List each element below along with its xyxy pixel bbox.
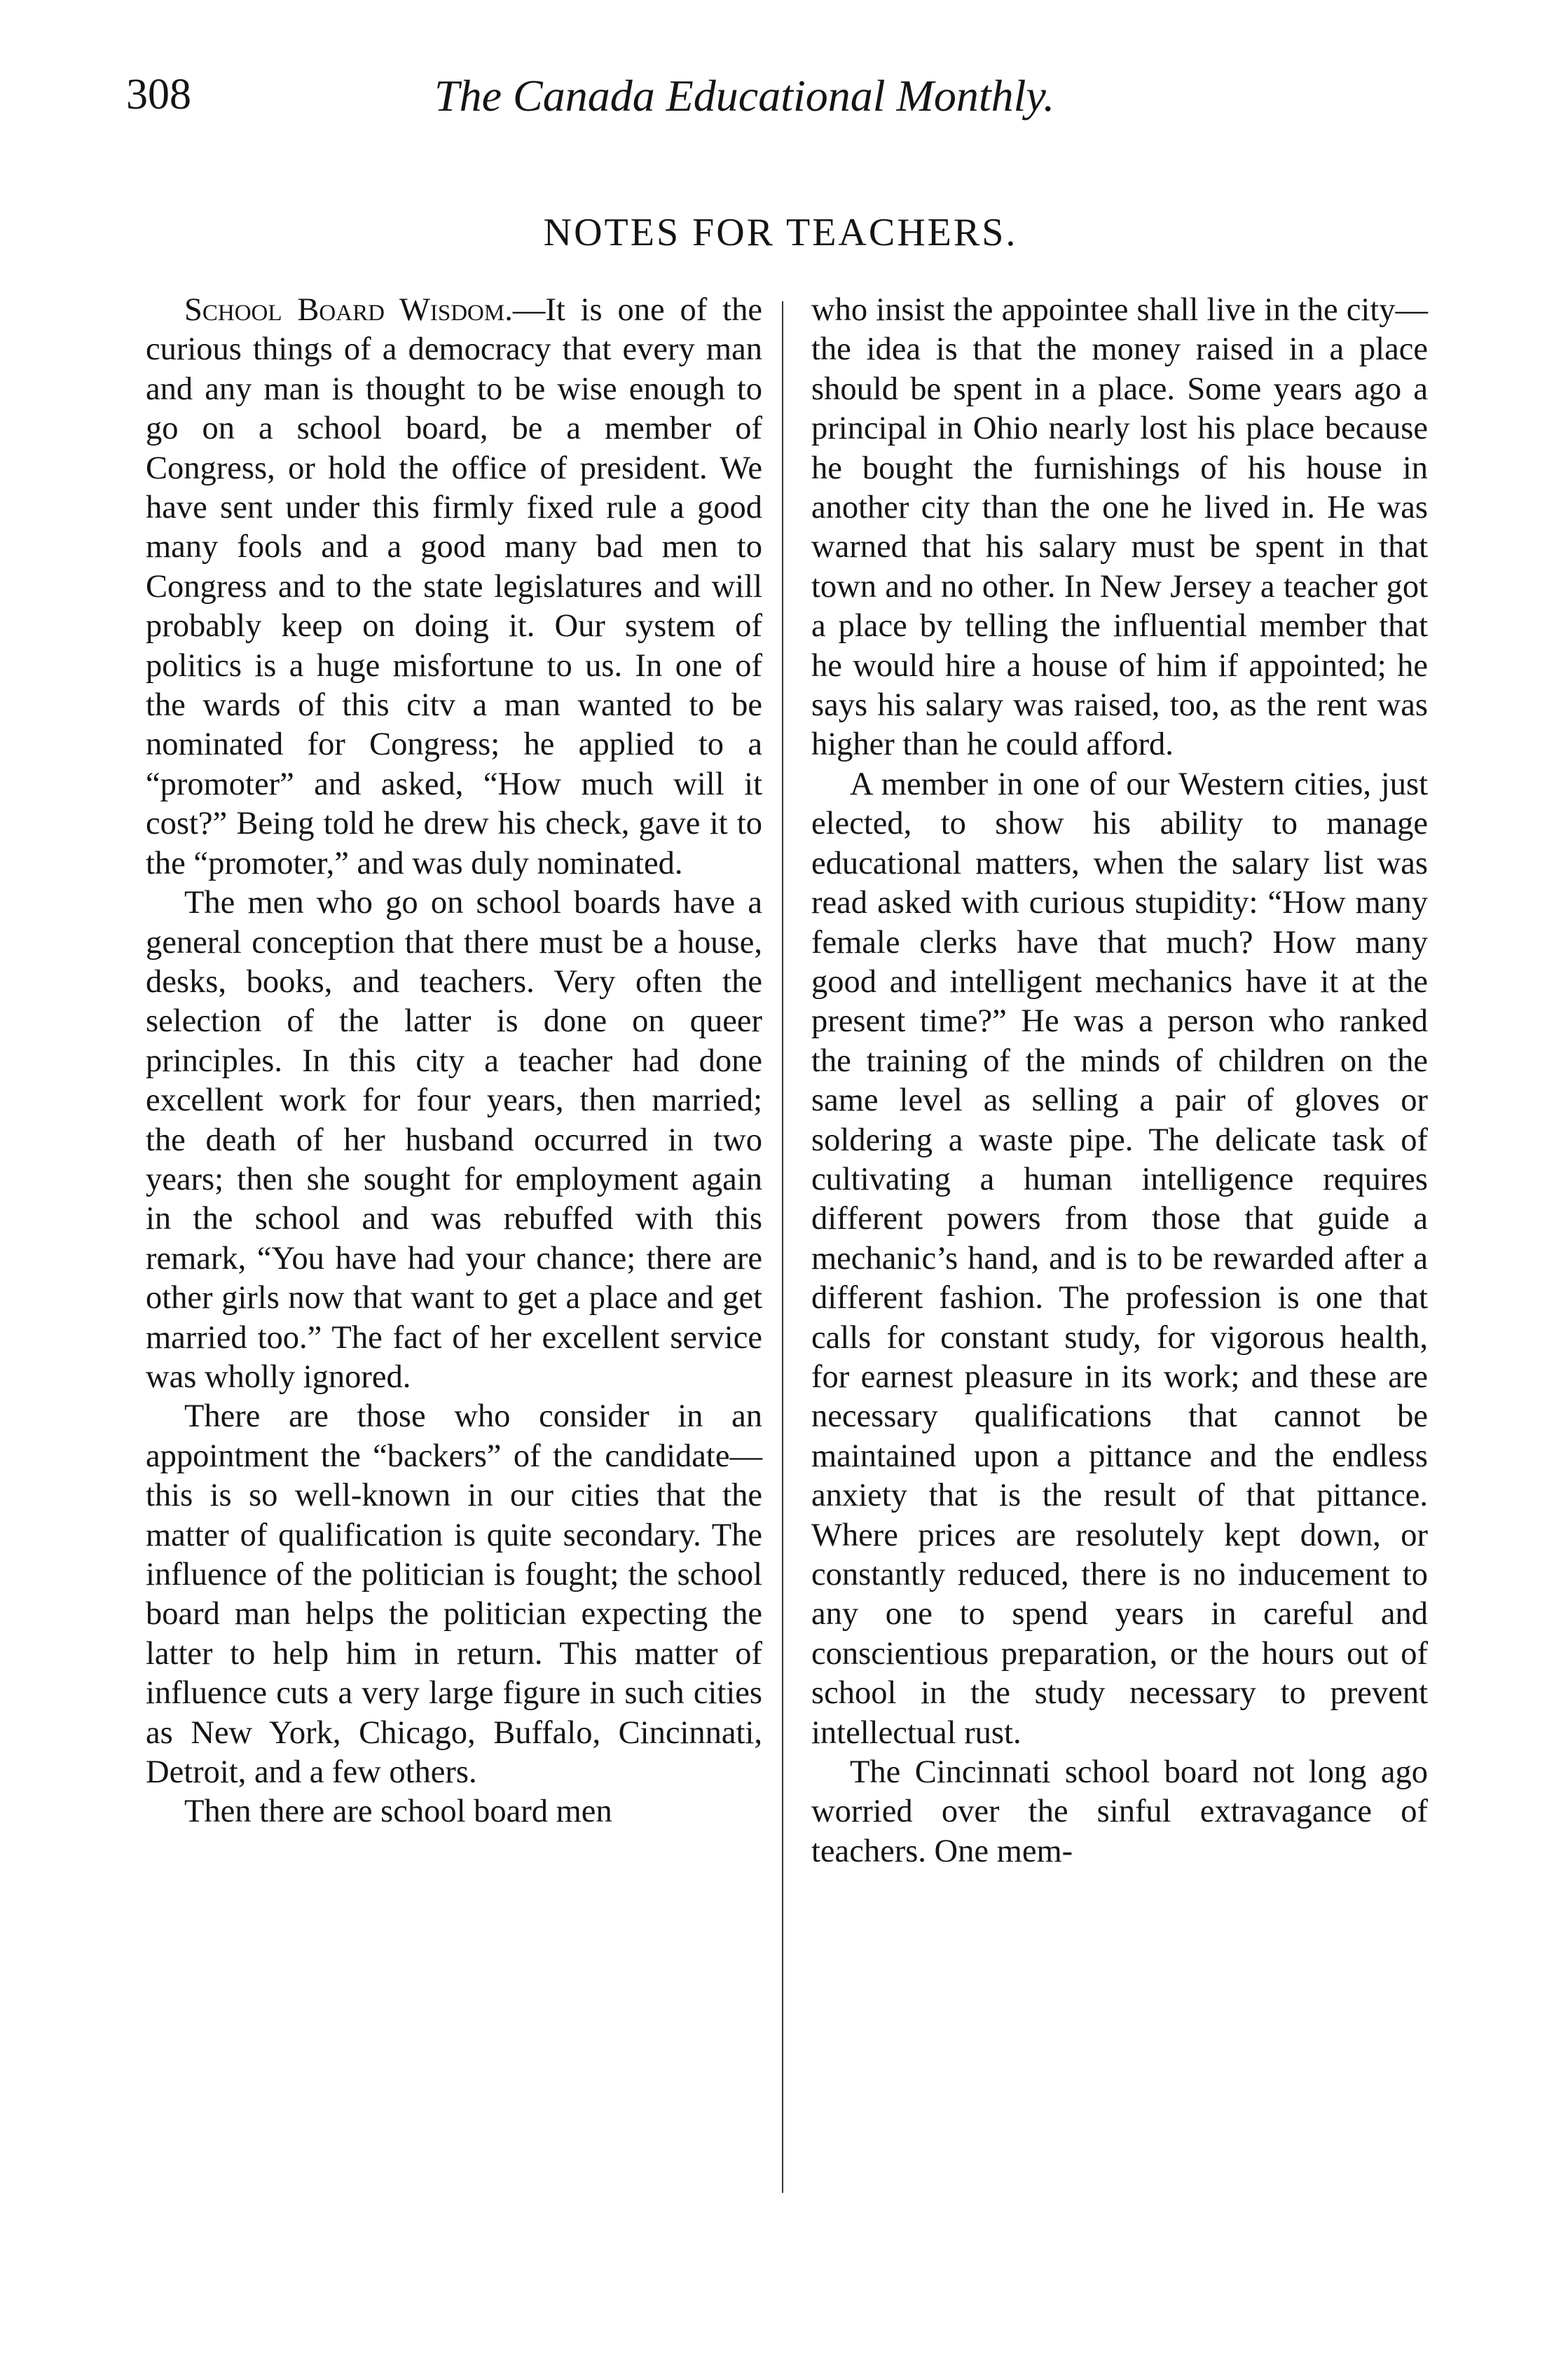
paragraph: Then there are school board men xyxy=(184,1794,612,1830)
page-number: 308 xyxy=(126,71,191,118)
section-title: NOTES FOR TEACHERS. xyxy=(543,211,1018,254)
journal-title: The Canada Educational Monthly. xyxy=(434,71,1055,121)
paragraph: A member in one of our Western cities, just elected, to show his ability to manage educational matters, when the salary list was read asked with curious stupidity: “How many female clerks have that much? How many good and intelligent mechanics have it at the present time?” He was a person who ranked the training of the minds of children on the same level as selling a pair of gloves or soldering a waste pipe. The delicate task of cultivating a human intelligence requires different powers from those that guide a mechanic’s hand, and is to be rewarded after a different fashion. The profession is one that calls for constant study, for vigorous health, for earnest pleasure in its work; and these are necessary qualifications that cannot be maintained upon a pittance and the endless anxiety that is the result of that pittance. Where prices are resolutely kept down, or constantly reduced, there is no inducement to any one to spend years in careful and conscientious preparation, or the hours out of school in the study necessary to prevent intellectual rust. xyxy=(811,766,1428,1751)
paragraph: who insist the appointee shall live in the city—the idea is that the money raised in a place should be spent in a place. Some years ago a principal in Ohio nearly lost his place because he bought the furnishings of his house in another city than the one he lived in. He was warned that his salary must be spent in that town and no other. In New Jersey a teacher got a place by telling the influential member that he would hire a house of him if appointed; he says his salary was raised, too, as the rent was higher than he could afford. xyxy=(811,292,1428,763)
paragraph: The men who go on school boards have a general conception that there must be a house, desks, books, and teachers. Very often the selection of the latter is done on queer principles. In this city a teacher had done excellent work for four years, then married; the death of her husband occurred in two years; then she sought for employment again in the school and was rebuffed with this remark, “You have had your chance; there are other girls now that want to get a place and get married too.” The fact of her excellent service was wholly ignored. xyxy=(146,885,762,1395)
paragraph: There are those who consider in an appointment the “backers” of the candidate—this is so well-known in our cities that the matter of qualification is quite secondary. The influence of the politician is fought; the school board man helps the politician expecting the latter to help him in return. This matter of influence cuts a very large figure in such cities as New York, Chicago, Buffalo, Cincinnati, Detroit, and a few others. xyxy=(146,1398,762,1791)
right-column xyxy=(811,291,1428,1871)
paragraph: The Cincinnati school board not long ago worried over the sinful extravagance of teachers. One mem- xyxy=(811,1754,1428,1869)
paragraph-body: —It is one of the curious things of a democracy that every man and any man is thought to be wise enough to go on a school board, be a member of Congress, or hold the office of president. We have sent under this firmly fixed rule a good many fools and a good many bad men to Congress and to the state legislatures and will probably keep on doing it. Our system of politics is a huge misfortune to us. In one of the wards of this citv a man wanted to be nominated for Congress; he applied to a “promoter” and asked, “How much will it cost?” Being told he drew his check, gave it to the “promoter,” and was duly nominated. xyxy=(146,292,762,881)
running-head xyxy=(126,70,1219,140)
left-column xyxy=(146,291,762,1832)
column-divider xyxy=(782,301,783,2193)
paragraph-heading: School Board Wisdom. xyxy=(184,292,513,328)
paragraph xyxy=(146,291,762,883)
